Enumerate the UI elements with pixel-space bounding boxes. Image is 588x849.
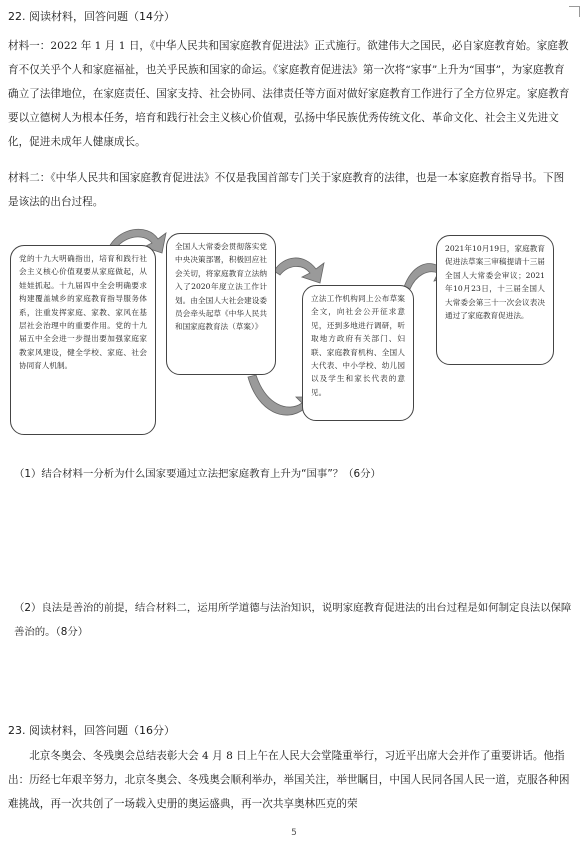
question-22-sub-1: （1）结合材料一分析为什么国家要通过立法把家庭教育上升为“国事”？（6分）: [14, 468, 381, 480]
question-22-heading: 22. 阅读材料，回答问题（14分）: [8, 10, 175, 23]
flow-step-2: 全国人大常委会贯彻落实党中央决策部署，积极回应社会关切，将家庭教育立法纳入了2020年度立法工作计划。由全国人大社会建设委员会牵头起草《中华人民共和国家庭教育法（草案）》: [166, 233, 276, 375]
question-22-sub-2: （2）良法是善治的前提，结合材料二，运用所学道德与法治知识，说明家庭教育促进法的出台过程是如何制定良法以保障善治的。（8分）: [14, 602, 572, 638]
flow-step-4: 2021年10月19日，家庭教育促进法草案三审稿提请十三届全国人大常委会审议；2021年10月23日，十三届全国人大常委会第三十一次会议表决通过了家庭教育促进法。: [436, 235, 554, 365]
legislation-process-diagram: [8, 225, 580, 445]
page-number: 5: [291, 828, 297, 838]
question-23-heading: 23. 阅读材料，回答问题（16分）: [8, 724, 175, 737]
question-23-text: 北京冬奥会、冬残奥会总结表彰大会 4 月 8 日上午在人民大会堂隆重举行，习近平出席大会并作了重要讲话。他指出：历经七年艰辛努力，北京冬奥会、冬残奥会顺利举办，举国关注，举世瞩目，中国人民同各国人民一道，克服各种困难挑战，再一次共创了一场载入史册的奥运盛典，再一次共享奥林匹克的荣: [8, 750, 570, 810]
flow-step-3: 立法工作机构同上公布草案全文，向社会公开征求意见，还到多地进行调研，听取地方政府有关部门、妇联、家庭教育机构、全国人大代表、中小学校、幼儿园以及学生和家长代表的意见。: [302, 285, 414, 421]
material-1-text: 材料一：2022 年 1 月 1 日，《中华人民共和国家庭教育促进法》正式施行。欲建伟大之国民，必自家庭教育始。家庭教育不仅关乎个人和家庭福祉，也关乎民族和国家的命运。《家庭教育促进法》第一次将“家事”上升为“国事”，为家庭教育确立了法律地位，在家庭责任、国家支持、社会协同、法律责任等方面对做好家庭教育工作进行了全方位界定。家庭教育要以立德树人为根本任务，培育和践行社会主义核心价值观，弘扬中华民族优秀传统文化、革命文化、社会主义先进文化，促进未成年人健康成长。: [8, 40, 570, 148]
curved-arrow-icon: [274, 258, 324, 283]
page-corner-mark: [569, 6, 580, 17]
flow-step-1: 党的十九大明确指出，培育和践行社会主义核心价值观要从家庭做起，从娃娃抓起。十九届四中全会明确要求构建覆盖城乡的家庭教育指导服务体系，注重发挥家庭、家教、家风在基层社会治理中的重要作用。党的十九届五中全会进一步提出要加强家庭家教家风建设，健全学校、家庭、社会协同育人机制。: [10, 245, 156, 435]
material-2-text: 材料二：《中华人民共和国家庭教育促进法》不仅是我国首部专门关于家庭教育的法律，也是一本家庭教育指导书。下图是该法的出台过程。: [8, 172, 565, 208]
